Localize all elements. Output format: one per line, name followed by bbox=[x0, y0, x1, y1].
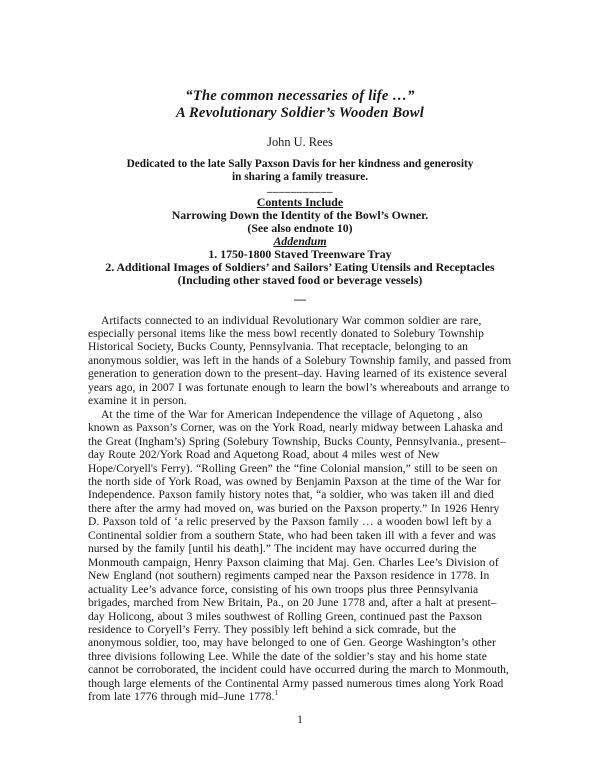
body-paragraph-2 bbox=[88, 409, 512, 705]
dedication-line-2: in sharing a family treasure. bbox=[231, 170, 369, 183]
paragraph-2-text: At the time of the War for American Independence the village of Aquetong , also known as Paxson’s Corner, was on the York Road, nearly midway between Lahaska and the Great (Ingham’s) Spring (Solebury Township, Bucks County, Pennsylvania., present–day Route 202/York Road and Aquetong Road, about 4 miles west of New Hope/Coryell's Ferry). “Rolling Green” the “fine Colonial mansion,” still to be seen on the north side of York Road, was owned by Benjamin Paxson at the time of the War for Independence. Paxson family history notes that, “a soldier, who was taken ill and died there after the army had moved on, was buried on the Paxson property.” In 1926 Henry D. Paxson told of ‘a relic preserved by the Paxson family … a wooden bowl left by a Continental soldier from a southern State, who had been taken ill with a fever and was nursed by the family [until his death].” The incident may have occurred during the Monmouth campaign, Henry Paxson claiming that Maj. Gen. Charles Lee’s Division of New England (not southern) regiments camped near the Paxson residence in 1778. In actuality Lee’s advance force, consisting of his own troops plus three Pennsylvania brigades, marched from New Britain, Pa., on 20 June 1778 and, after a halt at present–day Holicong, about 3 miles southwest of Rolling Green, continued past the Paxson residence to Coryell’s Ferry. They possibly left behind a sick comrade, but the anonymous soldier, too, may have belonged to one of Gen. George Washington’s other three divisions following Lee. While the date of the soldier’s stay and his home state cannot be corroborated, the incident could have occurred during the march to Monmouth, though large elements of the Continental Army passed numerous times along York Road from late 1776 through mid–June 1778. bbox=[88, 408, 509, 704]
page-number: 1 bbox=[297, 714, 303, 726]
paragraph-1-text: Artifacts connected to an individual Revolutionary War common soldier are rare, especially personal items like the mess bowl recently donated to Solebury Township Historical Society, Bucks County, Pennsylvania. That receptacle, belonging to an anonymous soldier, was left in the hands of a Solebury Township family, and passed from generation to generation down to the present–day. Having learned of its existence several years ago, in 2007 I was fortunate enough to learn the bowl’s whereabouts and arrange to examine it in person. bbox=[88, 314, 512, 408]
footnote-reference-1: 1 bbox=[274, 688, 279, 698]
contents-heading: Contents Include bbox=[256, 195, 344, 210]
body-paragraph-1 bbox=[88, 315, 512, 409]
document-header bbox=[88, 88, 512, 193]
addendum-heading: Addendum bbox=[273, 233, 327, 248]
dedication-line-1: Dedicated to the late Sally Paxson Davis for her kindness and generosity bbox=[126, 158, 474, 170]
document-title-line-1: “The common necessaries of life …” bbox=[185, 88, 415, 104]
section-dash: — bbox=[294, 291, 306, 306]
separator-rule: ___________ bbox=[267, 182, 333, 195]
contents-item-owner: Narrowing Down the Identity of the Bowl’s Owner. bbox=[171, 208, 429, 223]
author-name: John U. Rees bbox=[267, 135, 333, 149]
dedication bbox=[88, 158, 512, 183]
document-title-line-2: A Revolutionary Soldier’s Wooden Bowl bbox=[176, 104, 424, 121]
contents-block bbox=[88, 196, 512, 286]
article-body bbox=[88, 315, 512, 705]
addendum-item-2: 2. Additional Images of Soldiers’ and Sailors’ Eating Utensils and Receptacles bbox=[105, 259, 495, 274]
contents-item-endnote: (See also endnote 10) bbox=[247, 221, 353, 235]
addendum-item-1: 1. 1750-1800 Staved Treenware Tray bbox=[208, 246, 392, 261]
addendum-item-3: (Including other staved food or beverage vessels) bbox=[177, 272, 423, 287]
